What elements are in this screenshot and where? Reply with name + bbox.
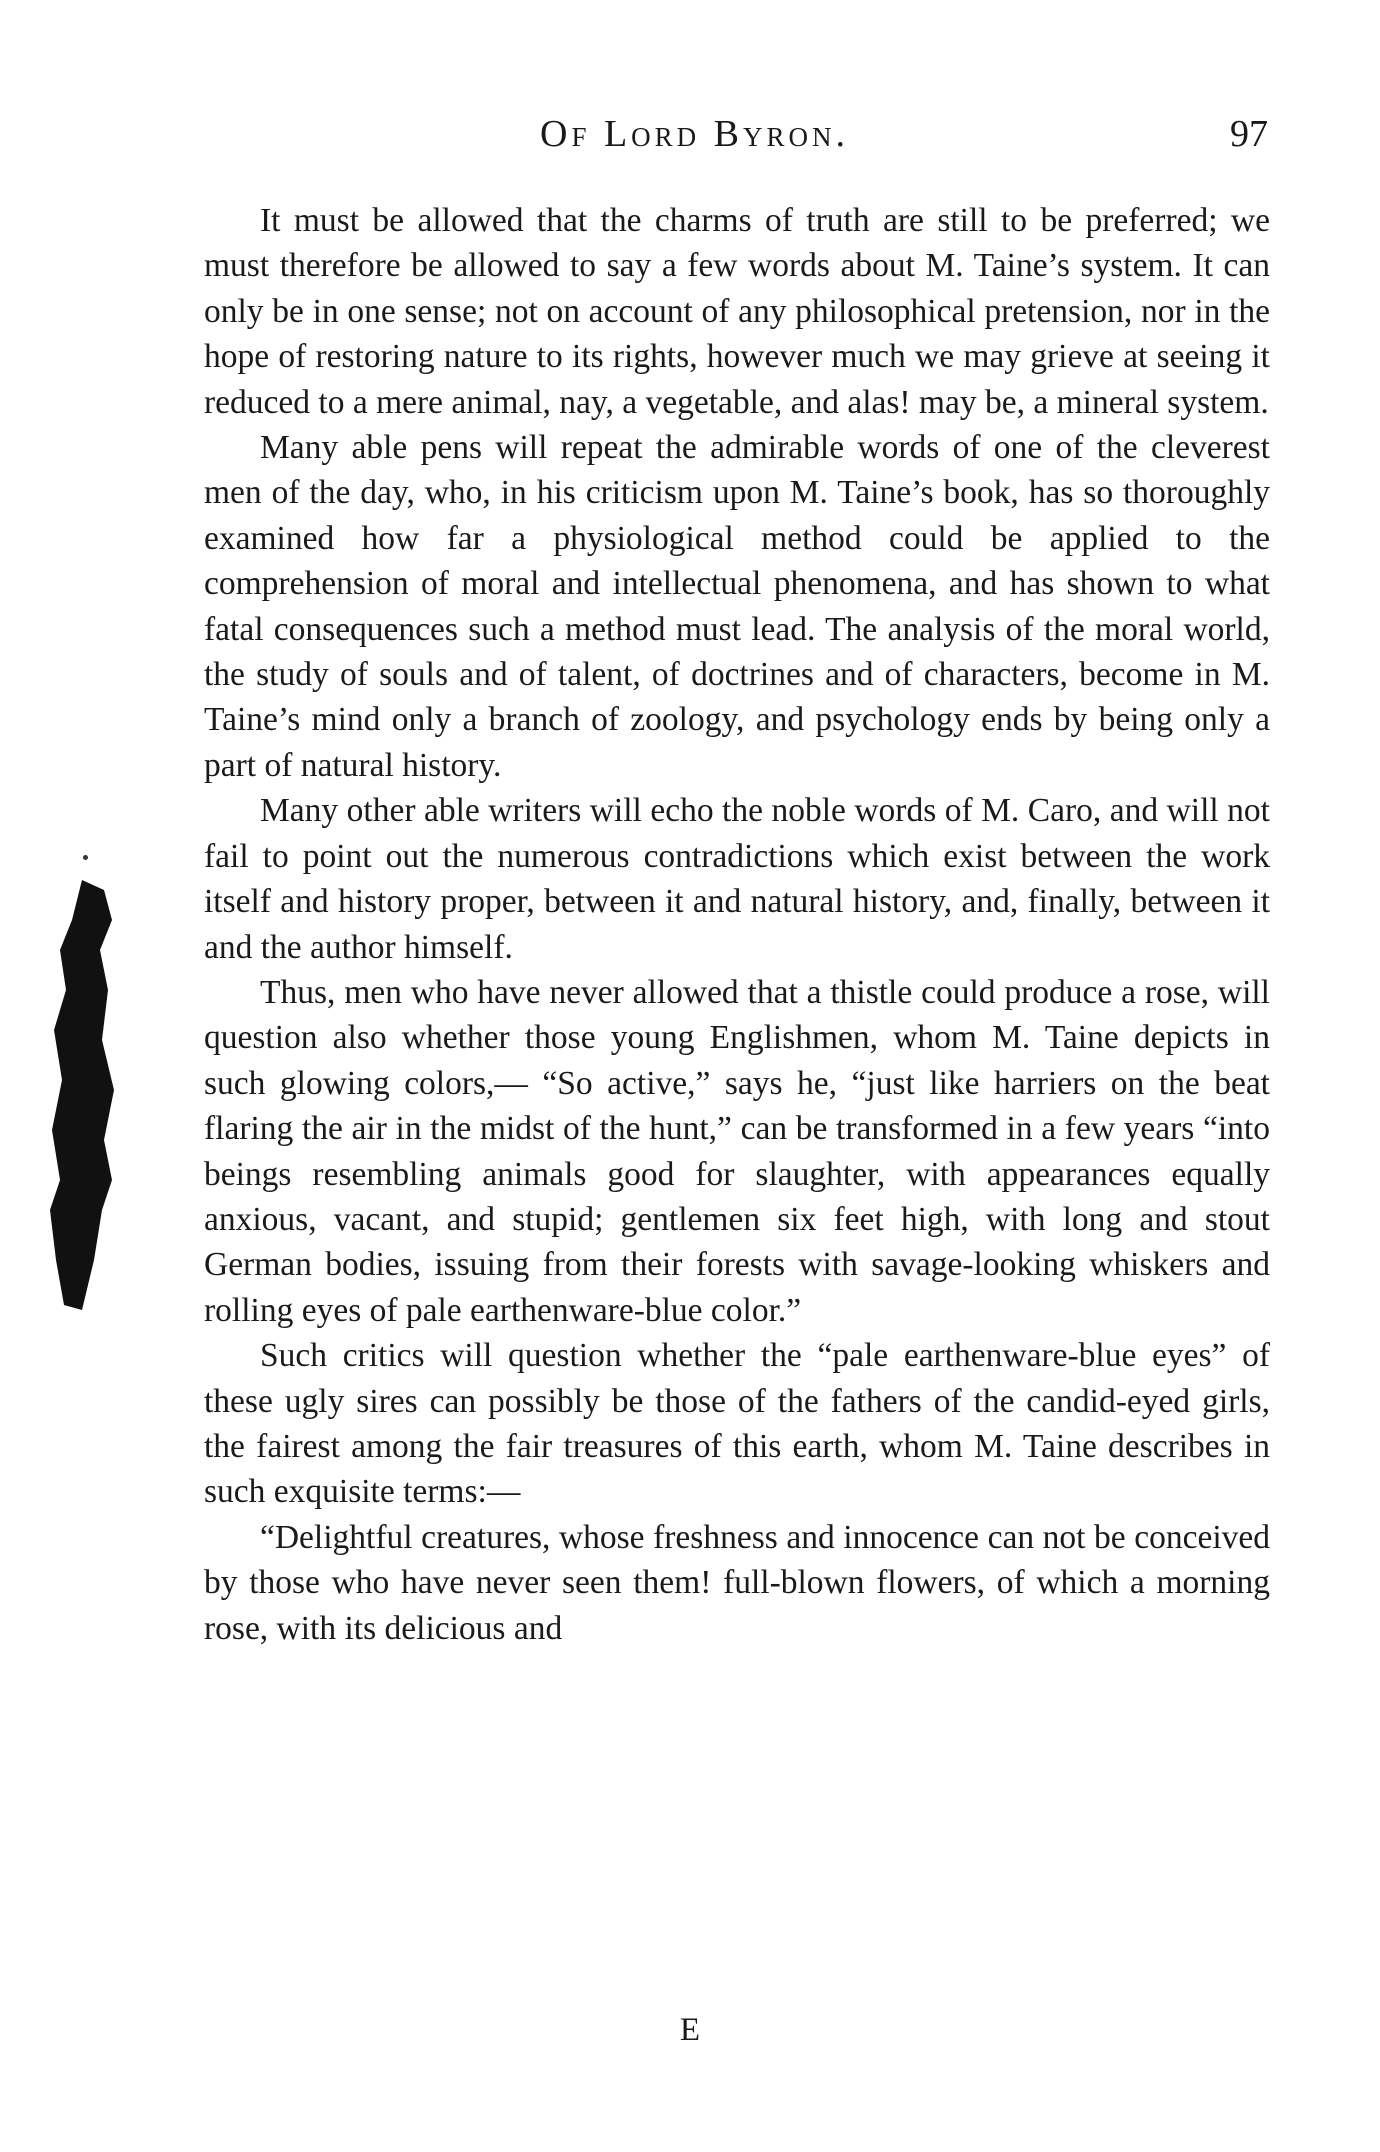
paragraph: “Delightful creatures, whose freshness and innocence can not be conceived by those who have never seen them! full-blown flowers, of which a morning rose, with its delicious and: [204, 1518, 1270, 1647]
running-title: Of Lord Byron.: [540, 113, 850, 155]
page-number: 97: [1230, 113, 1268, 155]
signature-mark: E: [679, 2012, 701, 2048]
paragraph: Such critics will question whether the “pale earthenware-blue eyes” of these ugly sires can possibly be those of the fathers of the candid-eyed girls, the fairest among the fair treasures of this earth, whom M. Taine describes in such exquisite terms:—: [204, 1337, 1270, 1511]
paragraph: Many other able writers will echo the noble words of M. Caro, and will not fail to point out the numerous contradictions which exist between the work itself and history proper, between it and natural history, and, finally, between it and the author himself.: [204, 792, 1270, 966]
scan-blot-mark: [42, 880, 122, 1310]
paragraph: It must be allowed that the charms of truth are still to be preferred; we must therefore be allowed to say a few words about M. Taine’s system. It can only be in one sense; not on account of any philosophical pretension, nor in the hope of restoring nature to its rights, however much we may grieve at seeing it reduced to a mere animal, nay, a vegetable, and alas! may be, a mineral system.: [204, 202, 1270, 421]
scan-speck: [83, 855, 88, 860]
running-head: [0, 112, 1380, 172]
paragraph: Many able pens will repeat the admirable words of one of the cleverest men of the day, who, in his criticism upon M. Taine’s book, has so thoroughly examined how far a physiological method could be applied to the comprehension of moral and intellectual phenomena, and has shown to what fatal consequences such a method must lead. The analysis of the moral world, the study of souls and of talent, of doctrines and of characters, become in M. Taine’s mind only a branch of zoology, and psychology ends by being only a part of natural history.: [204, 429, 1270, 784]
paragraph: Thus, men who have never allowed that a thistle could produce a rose, will question also whether those young Englishmen, whom M. Taine depicts in such glowing colors,— “So active,” says he, “just like harriers on the beat flaring the air in the midst of the hunt,” can be transformed in a few years “into beings resembling animals good for slaughter, with appearances equally anxious, vacant, and stupid; gentlemen six feet high, with long and stout German bodies, issuing from their forests with savage-looking whiskers and rolling eyes of pale earthenware-blue color.”: [204, 973, 1270, 1329]
body-text: [204, 198, 1270, 1651]
